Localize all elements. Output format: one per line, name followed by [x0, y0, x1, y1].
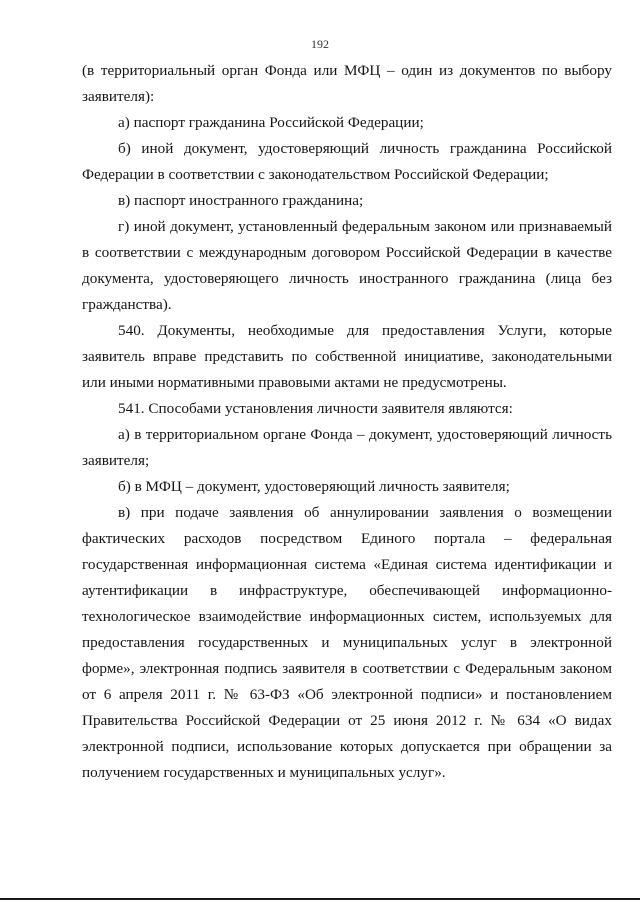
paragraph: 541. Способами установления личности заявителя являются:: [118, 400, 513, 417]
paragraph: а) паспорт гражданина Российской Федерации;: [118, 114, 424, 131]
paragraph: б) иной документ, удостоверяющий личность гражданина Российской Федерации в соответствии с законодательством Российской Федерации;: [82, 140, 612, 183]
document-body: [82, 58, 612, 786]
paragraph: в) паспорт иностранного гражданина;: [118, 192, 364, 209]
page-number: 192: [311, 37, 329, 51]
page-bottom-border: [0, 898, 640, 900]
paragraph: (в территориальный орган Фонда или МФЦ – один из документов по выбору заявителя):: [82, 62, 612, 105]
paragraph: а) в территориальном органе Фонда – документ, удостоверяющий личность заявителя;: [82, 426, 612, 469]
paragraph: б) в МФЦ – документ, удостоверяющий личность заявителя;: [118, 478, 510, 495]
paragraph: 540. Документы, необходимые для предоставления Услуги, которые заявитель вправе представить по собственной инициативе, законодательными или иными нормативными правовыми актами не предусмотрены.: [82, 322, 612, 391]
paragraph: в) при подаче заявления об аннулировании заявления о возмещении фактических расходов посредством Единого портала – федеральная государственная информационная система «Единая система идентификации и аутентификации в инфраструктуре, обеспечивающей информационно-технологическое взаимодействие информационных систем, используемых для предоставления государственных и муниципальных услуг в электронной форме», электронная подпись заявителя в соответствии с Федеральным законом от 6 апреля 2011 г. № 63-ФЗ «Об электронной подписи» и постановлением Правительства Российской Федерации от 25 июня 2012 г. № 634 «О видах электронной подписи, использование которых допускается при обращении за получением государственных и муниципальных услуг».: [82, 504, 612, 781]
paragraph: г) иной документ, установленный федеральным законом или признаваемый в соответствии с международным договором Российской Федерации в качестве документа, удостоверяющего личность иностранного гражданина (лица без гражданства).: [82, 218, 612, 313]
